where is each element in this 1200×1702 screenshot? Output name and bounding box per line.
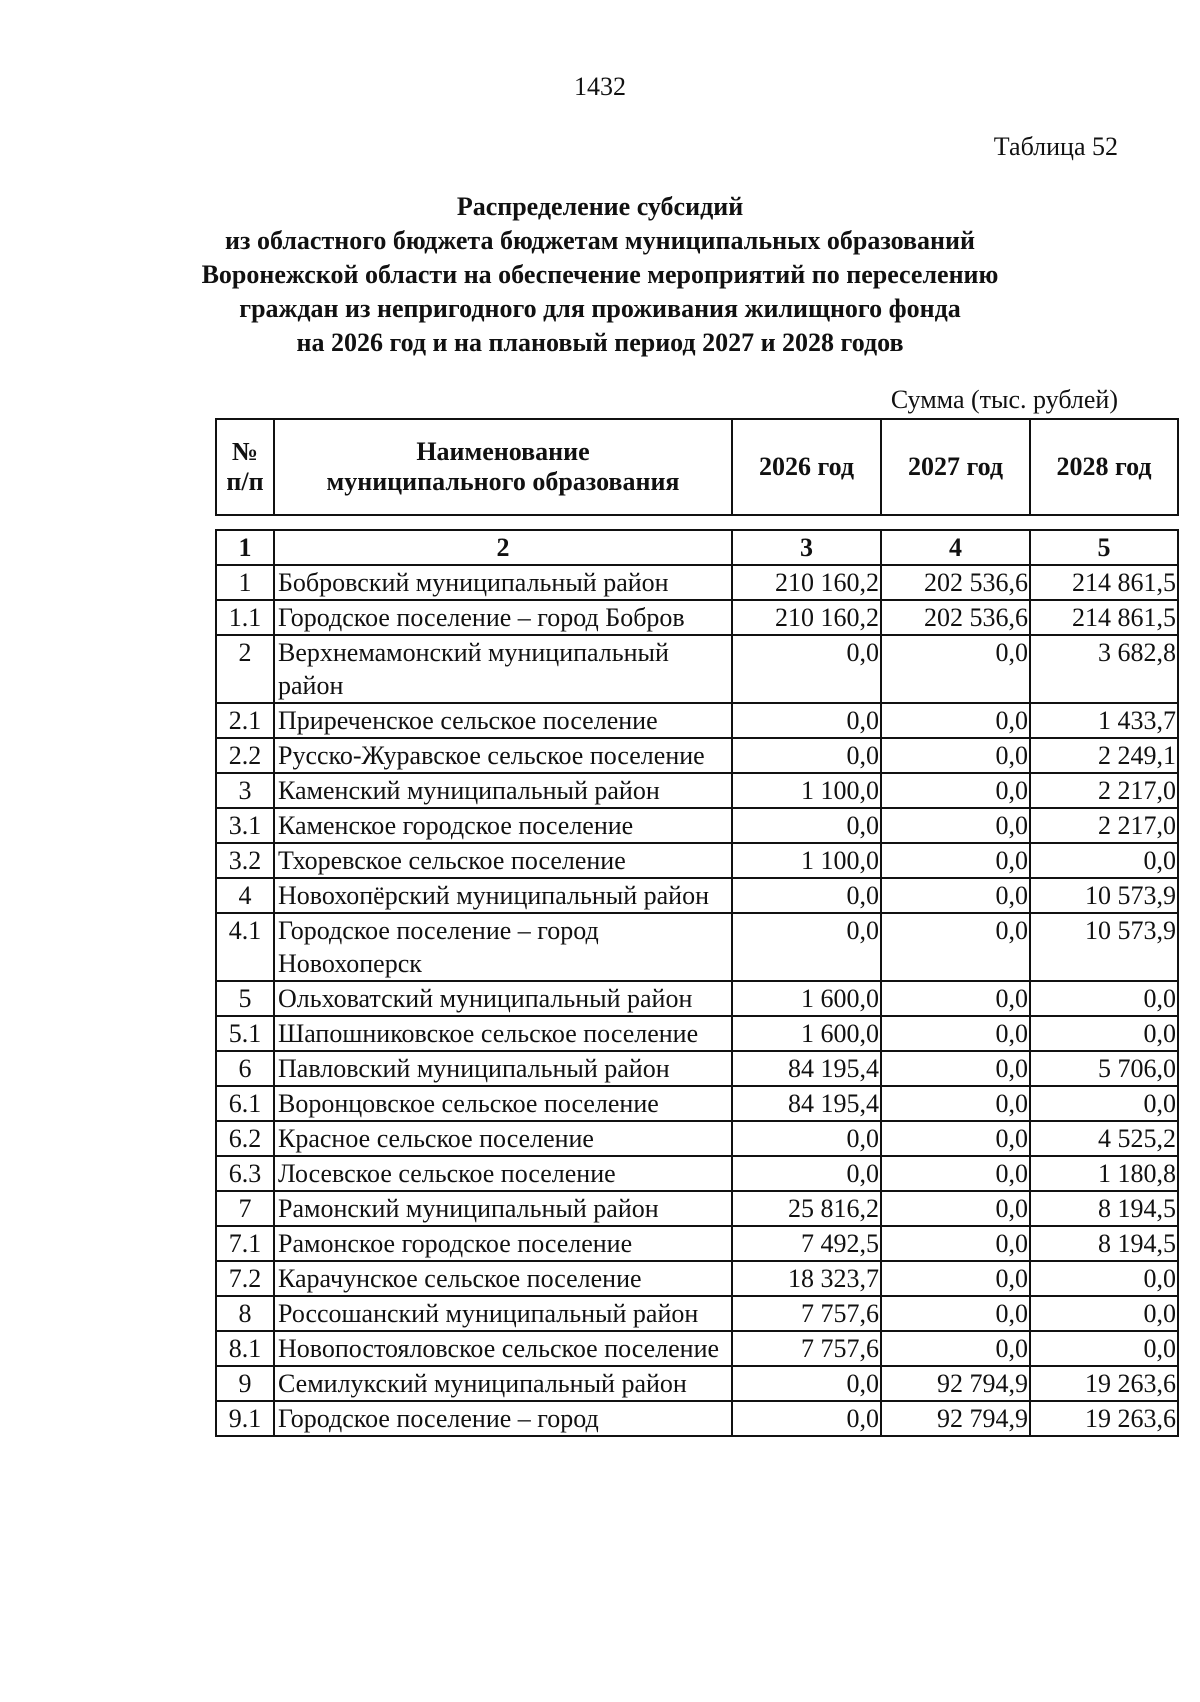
row-name: Карачунское сельское поселение xyxy=(274,1261,732,1296)
row-value-2026: 0,0 xyxy=(732,738,881,773)
row-name: Павловский муниципальный район xyxy=(274,1051,732,1086)
column-number-row xyxy=(216,530,1178,565)
title-line: граждан из непригодного для проживания жилищного фонда xyxy=(239,294,961,323)
row-name: Бобровский муниципальный район xyxy=(274,565,732,600)
row-value-2028: 4 525,2 xyxy=(1030,1121,1178,1156)
row-value-2026: 210 160,2 xyxy=(732,600,881,635)
row-value-2028: 0,0 xyxy=(1030,1016,1178,1051)
row-number: 2.2 xyxy=(216,738,274,773)
table-row xyxy=(216,1261,1178,1296)
row-number: 7.2 xyxy=(216,1261,274,1296)
row-value-2028: 1 180,8 xyxy=(1030,1156,1178,1191)
row-number: 6.2 xyxy=(216,1121,274,1156)
row-number: 3.2 xyxy=(216,843,274,878)
table-row xyxy=(216,981,1178,1016)
row-value-2027: 92 794,9 xyxy=(881,1401,1030,1436)
units-label: Сумма (тыс. рублей) xyxy=(890,385,1118,414)
table-row xyxy=(216,843,1178,878)
row-name: Красное сельское поселение xyxy=(274,1121,732,1156)
row-name: Лосевское сельское поселение xyxy=(274,1156,732,1191)
row-value-2027: 0,0 xyxy=(881,1051,1030,1086)
row-value-2027: 0,0 xyxy=(881,843,1030,878)
row-name: Рамонский муниципальный район xyxy=(274,1191,732,1226)
row-value-2028: 19 263,6 xyxy=(1030,1401,1178,1436)
row-name: Городское поселение – город Новохоперск xyxy=(274,913,732,981)
row-value-2026: 1 600,0 xyxy=(732,981,881,1016)
row-name: Новопостояловское сельское поселение xyxy=(274,1331,732,1366)
row-value-2027: 0,0 xyxy=(881,878,1030,913)
row-value-2028: 10 573,9 xyxy=(1030,913,1178,981)
row-number: 5.1 xyxy=(216,1016,274,1051)
row-value-2026: 7 757,6 xyxy=(732,1296,881,1331)
table-row xyxy=(216,808,1178,843)
row-value-2027: 0,0 xyxy=(881,1086,1030,1121)
row-value-2028: 0,0 xyxy=(1030,1331,1178,1366)
row-value-2027: 0,0 xyxy=(881,1121,1030,1156)
table-row xyxy=(216,1156,1178,1191)
row-value-2028: 0,0 xyxy=(1030,1261,1178,1296)
row-value-2028: 8 194,5 xyxy=(1030,1191,1178,1226)
row-name: Русско-Журавское сельское поселение xyxy=(274,738,732,773)
row-number: 7.1 xyxy=(216,1226,274,1261)
row-value-2027: 0,0 xyxy=(881,773,1030,808)
row-name: Ольховатский муниципальный район xyxy=(274,981,732,1016)
row-number: 2.1 xyxy=(216,703,274,738)
column-number: 4 xyxy=(881,530,1030,565)
row-number: 3 xyxy=(216,773,274,808)
row-number: 7 xyxy=(216,1191,274,1226)
row-value-2027: 0,0 xyxy=(881,1016,1030,1051)
row-number: 5 xyxy=(216,981,274,1016)
row-value-2027: 0,0 xyxy=(881,738,1030,773)
header-2026: 2026 год xyxy=(732,419,881,515)
row-value-2027: 0,0 xyxy=(881,1296,1030,1331)
row-number: 1.1 xyxy=(216,600,274,635)
row-value-2028: 2 217,0 xyxy=(1030,808,1178,843)
row-number: 8.1 xyxy=(216,1331,274,1366)
row-name: Тхоревское сельское поселение xyxy=(274,843,732,878)
row-name: Приреченское сельское поселение xyxy=(274,703,732,738)
row-value-2027: 0,0 xyxy=(881,1156,1030,1191)
row-value-2026: 1 100,0 xyxy=(732,773,881,808)
title-line: на 2026 год и на плановый период 2027 и 2028 годов xyxy=(296,328,904,357)
row-number: 2 xyxy=(216,635,274,703)
row-value-2028: 0,0 xyxy=(1030,1296,1178,1331)
header-number xyxy=(216,419,274,515)
row-name: Шапошниковское сельское поселение xyxy=(274,1016,732,1051)
row-value-2026: 1 100,0 xyxy=(732,843,881,878)
table-row xyxy=(216,773,1178,808)
title-line: Распределение субсидий xyxy=(456,192,744,221)
table-row xyxy=(216,1051,1178,1086)
row-value-2026: 0,0 xyxy=(732,878,881,913)
table-row xyxy=(216,1191,1178,1226)
data-table xyxy=(215,529,1179,1437)
table-row xyxy=(216,913,1178,981)
table-row xyxy=(216,1016,1178,1051)
table-row xyxy=(216,738,1178,773)
row-name: Семилукский муниципальный район xyxy=(274,1366,732,1401)
row-name: Россошанский муниципальный район xyxy=(274,1296,732,1331)
row-value-2027: 0,0 xyxy=(881,1331,1030,1366)
row-value-2027: 92 794,9 xyxy=(881,1366,1030,1401)
row-value-2026: 0,0 xyxy=(732,1366,881,1401)
row-value-2027: 0,0 xyxy=(881,913,1030,981)
table-row xyxy=(216,703,1178,738)
row-name: Городское поселение – город xyxy=(274,1401,732,1436)
row-name: Воронцовское сельское поселение xyxy=(274,1086,732,1121)
table-row xyxy=(216,635,1178,703)
row-value-2028: 214 861,5 xyxy=(1030,565,1178,600)
column-number: 3 xyxy=(732,530,881,565)
row-value-2027: 0,0 xyxy=(881,1261,1030,1296)
table-label: Таблица 52 xyxy=(993,132,1118,161)
row-value-2026: 0,0 xyxy=(732,1401,881,1436)
row-value-2028: 8 194,5 xyxy=(1030,1226,1178,1261)
row-value-2027: 202 536,6 xyxy=(881,600,1030,635)
header-2027: 2027 год xyxy=(881,419,1030,515)
row-value-2026: 0,0 xyxy=(732,808,881,843)
row-value-2028: 1 433,7 xyxy=(1030,703,1178,738)
row-name: Рамонское городское поселение xyxy=(274,1226,732,1261)
table-header xyxy=(215,418,1179,516)
row-value-2028: 214 861,5 xyxy=(1030,600,1178,635)
row-name: Каменский муниципальный район xyxy=(274,773,732,808)
row-value-2028: 2 217,0 xyxy=(1030,773,1178,808)
row-number: 4.1 xyxy=(216,913,274,981)
table-row xyxy=(216,1121,1178,1156)
row-value-2026: 0,0 xyxy=(732,635,881,703)
table-row xyxy=(216,600,1178,635)
row-number: 4 xyxy=(216,878,274,913)
header-2028: 2028 год xyxy=(1030,419,1178,515)
table-row xyxy=(216,1226,1178,1261)
row-value-2026: 0,0 xyxy=(732,703,881,738)
row-value-2028: 0,0 xyxy=(1030,1086,1178,1121)
row-value-2028: 3 682,8 xyxy=(1030,635,1178,703)
table-row xyxy=(216,1366,1178,1401)
row-number: 6.1 xyxy=(216,1086,274,1121)
row-value-2028: 2 249,1 xyxy=(1030,738,1178,773)
table-row xyxy=(216,878,1178,913)
row-value-2027: 0,0 xyxy=(881,1226,1030,1261)
row-number: 9 xyxy=(216,1366,274,1401)
row-value-2028: 10 573,9 xyxy=(1030,878,1178,913)
row-value-2028: 5 706,0 xyxy=(1030,1051,1178,1086)
row-name: Каменское городское поселение xyxy=(274,808,732,843)
header-number-line: п/п xyxy=(226,467,264,496)
row-value-2026: 18 323,7 xyxy=(732,1261,881,1296)
row-value-2027: 0,0 xyxy=(881,981,1030,1016)
column-number: 1 xyxy=(216,530,274,565)
row-value-2027: 0,0 xyxy=(881,703,1030,738)
row-value-2026: 84 195,4 xyxy=(732,1086,881,1121)
row-value-2026: 7 757,6 xyxy=(732,1331,881,1366)
document-title xyxy=(150,190,1050,360)
row-number: 9.1 xyxy=(216,1401,274,1436)
table-row xyxy=(216,1331,1178,1366)
header-number-line: № xyxy=(231,437,259,466)
page-number: 1432 xyxy=(574,72,626,101)
row-name: Верхнемамонский муниципальный район xyxy=(274,635,732,703)
row-number: 8 xyxy=(216,1296,274,1331)
row-name: Городское поселение – город Бобров xyxy=(274,600,732,635)
row-value-2028: 19 263,6 xyxy=(1030,1366,1178,1401)
row-value-2026: 7 492,5 xyxy=(732,1226,881,1261)
row-number: 3.1 xyxy=(216,808,274,843)
row-value-2028: 0,0 xyxy=(1030,843,1178,878)
row-name: Новохопёрский муниципальный район xyxy=(274,878,732,913)
row-value-2026: 84 195,4 xyxy=(732,1051,881,1086)
row-value-2026: 0,0 xyxy=(732,1156,881,1191)
table-row xyxy=(216,565,1178,600)
row-value-2026: 210 160,2 xyxy=(732,565,881,600)
title-line: из областного бюджета бюджетам муниципальных образований xyxy=(225,226,975,255)
table-row xyxy=(216,1401,1178,1436)
row-number: 6.3 xyxy=(216,1156,274,1191)
row-number: 1 xyxy=(216,565,274,600)
row-value-2027: 202 536,6 xyxy=(881,565,1030,600)
header-name: Наименование муниципального образования xyxy=(274,419,732,515)
row-value-2027: 0,0 xyxy=(881,635,1030,703)
column-number: 5 xyxy=(1030,530,1178,565)
row-value-2026: 0,0 xyxy=(732,913,881,981)
table-row xyxy=(216,1296,1178,1331)
row-number: 6 xyxy=(216,1051,274,1086)
title-line: Воронежской области на обеспечение мероприятий по переселению xyxy=(201,260,999,289)
row-value-2028: 0,0 xyxy=(1030,981,1178,1016)
column-number: 2 xyxy=(274,530,732,565)
row-value-2026: 1 600,0 xyxy=(732,1016,881,1051)
row-value-2026: 0,0 xyxy=(732,1121,881,1156)
row-value-2026: 25 816,2 xyxy=(732,1191,881,1226)
row-value-2027: 0,0 xyxy=(881,1191,1030,1226)
table-row xyxy=(216,1086,1178,1121)
row-value-2027: 0,0 xyxy=(881,808,1030,843)
